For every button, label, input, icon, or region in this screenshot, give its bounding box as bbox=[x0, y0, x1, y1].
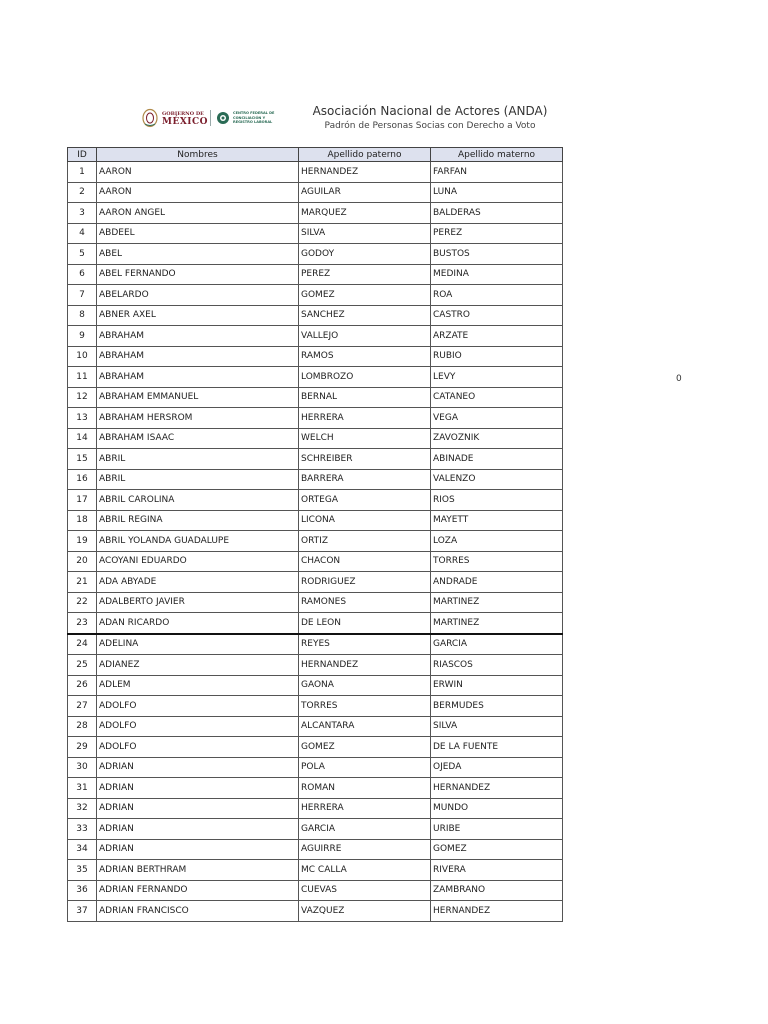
cell-apellido-materno: OJEDA bbox=[431, 757, 563, 778]
table-row bbox=[68, 798, 563, 819]
table-row bbox=[68, 778, 563, 799]
cell-nombres: ADRIAN bbox=[97, 778, 299, 799]
cell-apellido-paterno: HERRERA bbox=[299, 408, 431, 429]
cell-id: 1 bbox=[68, 162, 97, 183]
cell-apellido-materno: MARTINEZ bbox=[431, 592, 563, 613]
cell-id: 32 bbox=[68, 798, 97, 819]
cell-nombres: ADOLFO bbox=[97, 737, 299, 758]
cell-nombres: ADRIAN bbox=[97, 819, 299, 840]
cell-nombres: ADIANEZ bbox=[97, 655, 299, 676]
cell-apellido-paterno: GOMEZ bbox=[299, 285, 431, 306]
cell-apellido-materno: MAYETT bbox=[431, 510, 563, 531]
cell-apellido-materno: VALENZO bbox=[431, 469, 563, 490]
cell-apellido-materno: GARCIA bbox=[431, 634, 563, 655]
cell-nombres: ABRIL YOLANDA GUADALUPE bbox=[97, 531, 299, 552]
cell-apellido-paterno: LICONA bbox=[299, 510, 431, 531]
cell-nombres: ACOYANI EDUARDO bbox=[97, 551, 299, 572]
table-row bbox=[68, 408, 563, 429]
cell-id: 11 bbox=[68, 367, 97, 388]
cell-id: 35 bbox=[68, 860, 97, 881]
cell-apellido-paterno: GARCIA bbox=[299, 819, 431, 840]
table-header-row bbox=[68, 148, 563, 162]
cell-id: 17 bbox=[68, 490, 97, 511]
cell-id: 9 bbox=[68, 326, 97, 347]
table-row bbox=[68, 737, 563, 758]
cell-nombres: ABNER AXEL bbox=[97, 305, 299, 326]
header-logos bbox=[140, 108, 280, 130]
cell-nombres: AARON bbox=[97, 182, 299, 203]
cell-apellido-materno: BERMUDES bbox=[431, 696, 563, 717]
cell-apellido-materno: ZAVOZNIK bbox=[431, 428, 563, 449]
cell-apellido-materno: BALDERAS bbox=[431, 203, 563, 224]
cell-apellido-paterno: MARQUEZ bbox=[299, 203, 431, 224]
cell-apellido-materno: LUNA bbox=[431, 182, 563, 203]
cell-nombres: ABRAHAM bbox=[97, 346, 299, 367]
table-row bbox=[68, 675, 563, 696]
cell-apellido-materno: ERWIN bbox=[431, 675, 563, 696]
cell-nombres: ADLEM bbox=[97, 675, 299, 696]
cell-apellido-materno: ANDRADE bbox=[431, 572, 563, 593]
cell-apellido-materno: ABINADE bbox=[431, 449, 563, 470]
cell-id: 31 bbox=[68, 778, 97, 799]
table-row bbox=[68, 551, 563, 572]
cell-nombres: ABRAHAM HERSROM bbox=[97, 408, 299, 429]
table-row bbox=[68, 428, 563, 449]
cell-apellido-materno: URIBE bbox=[431, 819, 563, 840]
cell-apellido-paterno: MC CALLA bbox=[299, 860, 431, 881]
cell-apellido-paterno: POLA bbox=[299, 757, 431, 778]
cell-nombres: ABRIL bbox=[97, 449, 299, 470]
table-row bbox=[68, 285, 563, 306]
cell-apellido-paterno: BARRERA bbox=[299, 469, 431, 490]
cell-nombres: ABDEEL bbox=[97, 223, 299, 244]
table-row bbox=[68, 449, 563, 470]
table-row bbox=[68, 531, 563, 552]
cell-apellido-paterno: HERNANDEZ bbox=[299, 162, 431, 183]
cell-apellido-materno: CASTRO bbox=[431, 305, 563, 326]
cell-id: 28 bbox=[68, 716, 97, 737]
cell-id: 34 bbox=[68, 839, 97, 860]
cell-nombres: ABRIL bbox=[97, 469, 299, 490]
column-header-nombres: Nombres bbox=[97, 148, 299, 162]
cell-apellido-paterno: HERRERA bbox=[299, 798, 431, 819]
cell-nombres: ADALBERTO JAVIER bbox=[97, 592, 299, 613]
cell-apellido-paterno: RAMOS bbox=[299, 346, 431, 367]
cell-nombres: ABELARDO bbox=[97, 285, 299, 306]
table-row bbox=[68, 264, 563, 285]
cell-nombres: AARON ANGEL bbox=[97, 203, 299, 224]
cell-apellido-paterno: HERNANDEZ bbox=[299, 655, 431, 676]
cell-apellido-paterno: VAZQUEZ bbox=[299, 901, 431, 922]
table-row bbox=[68, 572, 563, 593]
cell-apellido-paterno: SCHREIBER bbox=[299, 449, 431, 470]
table-row bbox=[68, 367, 563, 388]
cell-apellido-paterno: RODRIGUEZ bbox=[299, 572, 431, 593]
cell-id: 3 bbox=[68, 203, 97, 224]
table-row bbox=[68, 203, 563, 224]
table-row bbox=[68, 655, 563, 676]
cell-apellido-materno: RIOS bbox=[431, 490, 563, 511]
table-row bbox=[68, 613, 563, 634]
table-row bbox=[68, 716, 563, 737]
table-row bbox=[68, 490, 563, 511]
cell-apellido-paterno: SILVA bbox=[299, 223, 431, 244]
cell-apellido-paterno: WELCH bbox=[299, 428, 431, 449]
cell-apellido-paterno: PEREZ bbox=[299, 264, 431, 285]
cell-apellido-materno: PEREZ bbox=[431, 223, 563, 244]
table-row bbox=[68, 182, 563, 203]
table-body bbox=[68, 162, 563, 922]
cell-apellido-paterno: TORRES bbox=[299, 696, 431, 717]
cell-apellido-materno: RUBIO bbox=[431, 346, 563, 367]
cell-apellido-paterno: RAMONES bbox=[299, 592, 431, 613]
table-row bbox=[68, 305, 563, 326]
mexico-seal-icon bbox=[142, 108, 158, 128]
cell-id: 18 bbox=[68, 510, 97, 531]
cell-nombres: ADOLFO bbox=[97, 696, 299, 717]
cell-id: 16 bbox=[68, 469, 97, 490]
cell-nombres: ABRAHAM EMMANUEL bbox=[97, 387, 299, 408]
table-row bbox=[68, 839, 563, 860]
cell-id: 23 bbox=[68, 613, 97, 634]
cell-apellido-materno: RIASCOS bbox=[431, 655, 563, 676]
members-table bbox=[67, 147, 563, 922]
cell-apellido-paterno: ROMAN bbox=[299, 778, 431, 799]
cell-apellido-materno: ARZATE bbox=[431, 326, 563, 347]
cell-nombres: ADOLFO bbox=[97, 716, 299, 737]
cell-apellido-paterno: BERNAL bbox=[299, 387, 431, 408]
cell-id: 22 bbox=[68, 592, 97, 613]
cell-apellido-paterno: LOMBROZO bbox=[299, 367, 431, 388]
cell-apellido-paterno: ORTEGA bbox=[299, 490, 431, 511]
cell-id: 37 bbox=[68, 901, 97, 922]
table-row bbox=[68, 592, 563, 613]
table-row bbox=[68, 223, 563, 244]
column-header-apellido-paterno: Apellido paterno bbox=[299, 148, 431, 162]
stray-cell-value: 0 bbox=[676, 374, 682, 384]
cell-id: 6 bbox=[68, 264, 97, 285]
gob-big-text: MÉXICO bbox=[162, 117, 209, 127]
document-title: Asociación Nacional de Actores (ANDA) bbox=[312, 104, 548, 118]
cell-apellido-paterno: GAONA bbox=[299, 675, 431, 696]
cell-id: 19 bbox=[68, 531, 97, 552]
cell-apellido-paterno: CUEVAS bbox=[299, 880, 431, 901]
gobierno-mexico-logo bbox=[162, 110, 208, 126]
cell-nombres: ADRIAN FERNANDO bbox=[97, 880, 299, 901]
table-row bbox=[68, 387, 563, 408]
cell-id: 20 bbox=[68, 551, 97, 572]
cell-apellido-materno: LOZA bbox=[431, 531, 563, 552]
cell-apellido-materno: HERNANDEZ bbox=[431, 901, 563, 922]
table-row bbox=[68, 819, 563, 840]
cell-id: 4 bbox=[68, 223, 97, 244]
cell-apellido-materno: GOMEZ bbox=[431, 839, 563, 860]
cell-apellido-materno: CATANEO bbox=[431, 387, 563, 408]
cell-id: 12 bbox=[68, 387, 97, 408]
logo-divider bbox=[210, 110, 211, 126]
cell-apellido-materno: MUNDO bbox=[431, 798, 563, 819]
cell-apellido-materno: LEVY bbox=[431, 367, 563, 388]
cell-id: 36 bbox=[68, 880, 97, 901]
cell-apellido-paterno: SANCHEZ bbox=[299, 305, 431, 326]
cell-apellido-paterno: VALLEJO bbox=[299, 326, 431, 347]
cell-apellido-materno: ROA bbox=[431, 285, 563, 306]
table-row bbox=[68, 880, 563, 901]
cell-id: 25 bbox=[68, 655, 97, 676]
cell-apellido-paterno: CHACON bbox=[299, 551, 431, 572]
cell-apellido-paterno: AGUILAR bbox=[299, 182, 431, 203]
cell-apellido-materno: SILVA bbox=[431, 716, 563, 737]
cell-nombres: ADRIAN FRANCISCO bbox=[97, 901, 299, 922]
table-row bbox=[68, 757, 563, 778]
cell-id: 27 bbox=[68, 696, 97, 717]
table-row bbox=[68, 510, 563, 531]
cell-id: 30 bbox=[68, 757, 97, 778]
cfcrl-logo-text: CENTRO FEDERAL DE CONCILIACIÓN Y REGISTRO LABORAL bbox=[233, 111, 275, 124]
document-subtitle: Padrón de Personas Socias con Derecho a Voto bbox=[324, 121, 536, 131]
cell-id: 13 bbox=[68, 408, 97, 429]
cell-apellido-materno: TORRES bbox=[431, 551, 563, 572]
table-row bbox=[68, 469, 563, 490]
cell-id: 7 bbox=[68, 285, 97, 306]
table-row bbox=[68, 634, 563, 655]
cfcrl-logo-icon bbox=[216, 111, 230, 125]
cell-id: 5 bbox=[68, 244, 97, 265]
table-row bbox=[68, 901, 563, 922]
cell-apellido-paterno: REYES bbox=[299, 634, 431, 655]
cell-nombres: ABRAHAM bbox=[97, 326, 299, 347]
cell-apellido-materno: MEDINA bbox=[431, 264, 563, 285]
table-row bbox=[68, 696, 563, 717]
cell-id: 24 bbox=[68, 634, 97, 655]
gob-small-text: GOBIERNO DE bbox=[162, 111, 204, 117]
cell-nombres: ADELINA bbox=[97, 634, 299, 655]
cell-id: 21 bbox=[68, 572, 97, 593]
cell-nombres: ADAN RICARDO bbox=[97, 613, 299, 634]
cell-nombres: ABRIL CAROLINA bbox=[97, 490, 299, 511]
cell-nombres: ADA ABYADE bbox=[97, 572, 299, 593]
column-header-id: ID bbox=[68, 148, 97, 162]
cell-apellido-materno: BUSTOS bbox=[431, 244, 563, 265]
cell-id: 2 bbox=[68, 182, 97, 203]
table-row bbox=[68, 860, 563, 881]
cell-apellido-materno: DE LA FUENTE bbox=[431, 737, 563, 758]
cell-apellido-materno: MARTINEZ bbox=[431, 613, 563, 634]
cell-apellido-materno: VEGA bbox=[431, 408, 563, 429]
cell-id: 8 bbox=[68, 305, 97, 326]
cell-nombres: ADRIAN bbox=[97, 798, 299, 819]
cell-nombres: AARON bbox=[97, 162, 299, 183]
cell-apellido-paterno: GOMEZ bbox=[299, 737, 431, 758]
cell-nombres: ABEL FERNANDO bbox=[97, 264, 299, 285]
cell-apellido-materno: HERNANDEZ bbox=[431, 778, 563, 799]
cell-id: 14 bbox=[68, 428, 97, 449]
cell-nombres: ABRAHAM bbox=[97, 367, 299, 388]
cell-nombres: ADRIAN BERTHRAM bbox=[97, 860, 299, 881]
cell-apellido-paterno: GODOY bbox=[299, 244, 431, 265]
cell-nombres: ADRIAN bbox=[97, 757, 299, 778]
cell-apellido-paterno: ORTIZ bbox=[299, 531, 431, 552]
table-row bbox=[68, 162, 563, 183]
table-row bbox=[68, 244, 563, 265]
cell-apellido-paterno: DE LEON bbox=[299, 613, 431, 634]
cell-id: 33 bbox=[68, 819, 97, 840]
cell-nombres: ABEL bbox=[97, 244, 299, 265]
cell-nombres: ABRIL REGINA bbox=[97, 510, 299, 531]
cell-apellido-materno: ZAMBRANO bbox=[431, 880, 563, 901]
cell-apellido-paterno: AGUIRRE bbox=[299, 839, 431, 860]
cell-apellido-materno: FARFAN bbox=[431, 162, 563, 183]
cell-apellido-paterno: ALCANTARA bbox=[299, 716, 431, 737]
table-row bbox=[68, 346, 563, 367]
cell-id: 26 bbox=[68, 675, 97, 696]
column-header-apellido-materno: Apellido materno bbox=[431, 148, 563, 162]
cell-apellido-materno: RIVERA bbox=[431, 860, 563, 881]
cell-id: 15 bbox=[68, 449, 97, 470]
cell-nombres: ADRIAN bbox=[97, 839, 299, 860]
cell-id: 10 bbox=[68, 346, 97, 367]
cell-nombres: ABRAHAM ISAAC bbox=[97, 428, 299, 449]
cell-id: 29 bbox=[68, 737, 97, 758]
table-row bbox=[68, 326, 563, 347]
